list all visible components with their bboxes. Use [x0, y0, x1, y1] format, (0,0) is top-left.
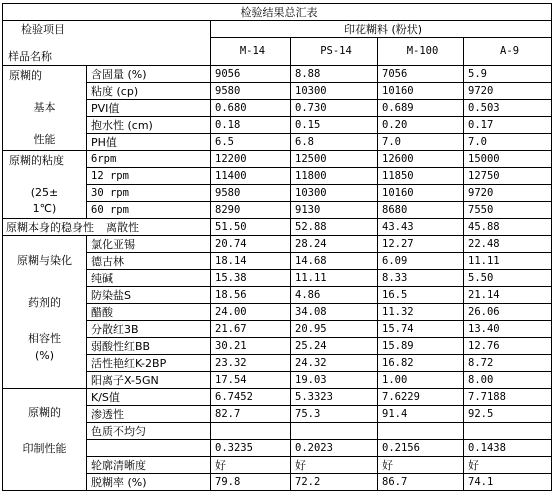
table-cell: 11850	[378, 168, 464, 185]
table-cell: 0.20	[378, 117, 464, 134]
sample-header-3: M-100	[378, 38, 464, 66]
row-label: 防染盐S	[87, 287, 211, 304]
table-cell: 11.11	[291, 270, 378, 287]
table-row	[3, 66, 552, 83]
row-label-empty	[87, 440, 211, 457]
table-cell: 11.32	[378, 304, 464, 321]
table-cell: 24.32	[291, 355, 378, 372]
table-cell: 10300	[291, 83, 378, 100]
table-cell: 0.503	[464, 100, 552, 117]
table-cell: 20.95	[291, 321, 378, 338]
table-cell: 好	[378, 457, 464, 474]
table-cell: 6.09	[378, 253, 464, 270]
table-cell: 0.2023	[291, 440, 378, 457]
table-cell: 8680	[378, 202, 464, 219]
table-cell: 11800	[291, 168, 378, 185]
row-label: 氯化亚锡	[87, 236, 211, 253]
table-cell: 7550	[464, 202, 552, 219]
table-cell: 9580	[211, 185, 291, 202]
table-cell: 15.74	[378, 321, 464, 338]
table-cell: 6.8	[291, 134, 378, 151]
table-cell: 9720	[464, 185, 552, 202]
table-cell: 6.7452	[211, 389, 291, 406]
table-cell: 5.50	[464, 270, 552, 287]
table-cell: 8.00	[464, 372, 552, 389]
table-cell: 30.21	[211, 338, 291, 355]
table-cell: 14.68	[291, 253, 378, 270]
row-label: 德古林	[87, 253, 211, 270]
dispersion-label: 离散性	[106, 220, 139, 234]
table-cell: 21.14	[464, 287, 552, 304]
group-printing-line-2: 印制性能	[22, 442, 67, 455]
table-cell: 25.24	[291, 338, 378, 355]
table-cell: 好	[291, 457, 378, 474]
table-cell: 51.50	[211, 219, 291, 236]
row-label: 6rpm	[87, 151, 211, 168]
table-cell: 7.7188	[464, 389, 552, 406]
table-cell: 10160	[378, 185, 464, 202]
product-header: 印花糊料 (粉状)	[211, 21, 552, 38]
table-cell: 好	[211, 457, 291, 474]
table-cell: 9056	[211, 66, 291, 83]
table-cell: 0.689	[378, 100, 464, 117]
row-label: 30 rpm	[87, 185, 211, 202]
sample-header-1: M-14	[211, 38, 291, 66]
table-row	[3, 389, 552, 406]
table-cell: 16.82	[378, 355, 464, 372]
table-cell: 24.00	[211, 304, 291, 321]
table-cell: 12600	[378, 151, 464, 168]
sample-header-4: A-9	[464, 38, 552, 66]
table-cell-empty	[464, 423, 552, 440]
table-cell: 91.4	[378, 406, 464, 423]
test-item-header: 检验项目	[21, 23, 65, 36]
group-label-compatibility	[3, 236, 87, 389]
group-basic-line-3: 性能	[33, 133, 56, 146]
table-cell: 8.88	[291, 66, 378, 83]
table-cell: 0.17	[464, 117, 552, 134]
table-cell-empty	[378, 423, 464, 440]
table-cell: 0.15	[291, 117, 378, 134]
table-cell: 10160	[378, 83, 464, 100]
table-cell: 9720	[464, 83, 552, 100]
group-basic-line-2: 基本	[33, 101, 56, 114]
row-label: PH值	[87, 134, 211, 151]
table-cell: 21.67	[211, 321, 291, 338]
table-row	[3, 151, 552, 168]
row-label-stability	[3, 219, 211, 236]
table-title: 检验结果总汇表	[3, 4, 552, 21]
table-cell: 0.680	[211, 100, 291, 117]
group-label-basic	[3, 66, 87, 151]
row-label: K/S值	[87, 389, 211, 406]
row-label: 活性艳红K-2BP	[87, 355, 211, 372]
table-cell: 0.18	[211, 117, 291, 134]
table-cell: 12500	[291, 151, 378, 168]
table-cell: 45.88	[464, 219, 552, 236]
table-cell: 34.08	[291, 304, 378, 321]
table-cell: 75.3	[291, 406, 378, 423]
row-label: 纯碱	[87, 270, 211, 287]
sample-name-header: 样品名称	[8, 50, 52, 63]
table-cell: 0.1438	[464, 440, 552, 457]
table-title-row	[3, 4, 552, 21]
header-corner-cell	[3, 21, 211, 66]
table-cell: 43.43	[378, 219, 464, 236]
group-compat-line-4: (%)	[34, 349, 55, 362]
table-cell: 13.40	[464, 321, 552, 338]
table-cell: 11.11	[464, 253, 552, 270]
row-label: PVI值	[87, 100, 211, 117]
table-cell: 7056	[378, 66, 464, 83]
table-cell: 12200	[211, 151, 291, 168]
group-label-viscosity	[3, 151, 87, 219]
group-viscosity-line-3: 1℃)	[32, 202, 57, 215]
group-compat-line-3: 相容性	[28, 332, 61, 345]
results-table-container	[2, 3, 551, 491]
table-cell: 19.03	[291, 372, 378, 389]
row-label: 12 rpm	[87, 168, 211, 185]
table-cell: 8.72	[464, 355, 552, 372]
group-compat-line-1: 原糊与染化	[17, 254, 72, 267]
table-cell: 92.5	[464, 406, 552, 423]
sample-header-2: PS-14	[291, 38, 378, 66]
table-cell: 23.32	[211, 355, 291, 372]
table-row	[3, 219, 552, 236]
table-cell: 26.06	[464, 304, 552, 321]
table-cell: 28.24	[291, 236, 378, 253]
row-label: 轮廓清晰度	[87, 457, 211, 474]
table-cell: 52.88	[291, 219, 378, 236]
table-cell: 12.27	[378, 236, 464, 253]
table-cell: 0.730	[291, 100, 378, 117]
table-cell: 79.8	[211, 474, 291, 491]
table-cell: 10300	[291, 185, 378, 202]
group-viscosity-line-2: (25±	[30, 186, 59, 199]
row-label: 脱糊率 (%)	[87, 474, 211, 491]
table-cell: 0.2156	[378, 440, 464, 457]
group-compat-line-2: 药剂的	[28, 296, 61, 309]
table-row	[3, 236, 552, 253]
table-cell: 8.33	[378, 270, 464, 287]
row-label: 阳离子X-5GN	[87, 372, 211, 389]
table-cell: 72.2	[291, 474, 378, 491]
table-cell: 5.9	[464, 66, 552, 83]
table-cell: 4.86	[291, 287, 378, 304]
row-label: 弱酸性红BB	[87, 338, 211, 355]
group-basic-line-1: 原糊的	[9, 69, 42, 82]
table-cell: 12.76	[464, 338, 552, 355]
table-cell: 8290	[211, 202, 291, 219]
table-cell: 86.7	[378, 474, 464, 491]
header-row-1	[3, 21, 552, 38]
table-cell: 17.54	[211, 372, 291, 389]
table-cell: 11400	[211, 168, 291, 185]
table-cell: 7.0	[464, 134, 552, 151]
group-label-printing	[3, 389, 87, 491]
group-viscosity-line-1: 原糊的粘度	[9, 154, 64, 167]
table-cell: 18.14	[211, 253, 291, 270]
table-cell: 20.74	[211, 236, 291, 253]
table-cell: 22.48	[464, 236, 552, 253]
table-cell: 6.5	[211, 134, 291, 151]
table-cell: 9580	[211, 83, 291, 100]
table-cell: 16.5	[378, 287, 464, 304]
row-label: 色质不均匀	[87, 423, 211, 440]
inspection-results-table	[2, 3, 552, 491]
stability-label: 原糊本身的稳身性	[6, 220, 94, 234]
row-label: 醋酸	[87, 304, 211, 321]
table-cell: 15000	[464, 151, 552, 168]
row-label: 渗透性	[87, 406, 211, 423]
group-printing-line-1: 原糊的	[28, 406, 61, 419]
table-cell-empty	[291, 423, 378, 440]
table-cell: 0.3235	[211, 440, 291, 457]
row-label: 抱水性 (cm)	[87, 117, 211, 134]
table-cell: 1.00	[378, 372, 464, 389]
table-cell: 7.0	[378, 134, 464, 151]
row-label: 粘度 (cp)	[87, 83, 211, 100]
table-cell: 好	[464, 457, 552, 474]
row-label: 含固量 (%)	[87, 66, 211, 83]
table-cell: 15.89	[378, 338, 464, 355]
table-cell: 18.56	[211, 287, 291, 304]
row-label: 60 rpm	[87, 202, 211, 219]
table-cell: 9130	[291, 202, 378, 219]
table-cell-empty	[211, 423, 291, 440]
row-label: 分散红3B	[87, 321, 211, 338]
table-cell: 12750	[464, 168, 552, 185]
table-cell: 15.38	[211, 270, 291, 287]
table-cell: 82.7	[211, 406, 291, 423]
table-cell: 74.1	[464, 474, 552, 491]
table-cell: 5.3323	[291, 389, 378, 406]
table-cell: 7.6229	[378, 389, 464, 406]
